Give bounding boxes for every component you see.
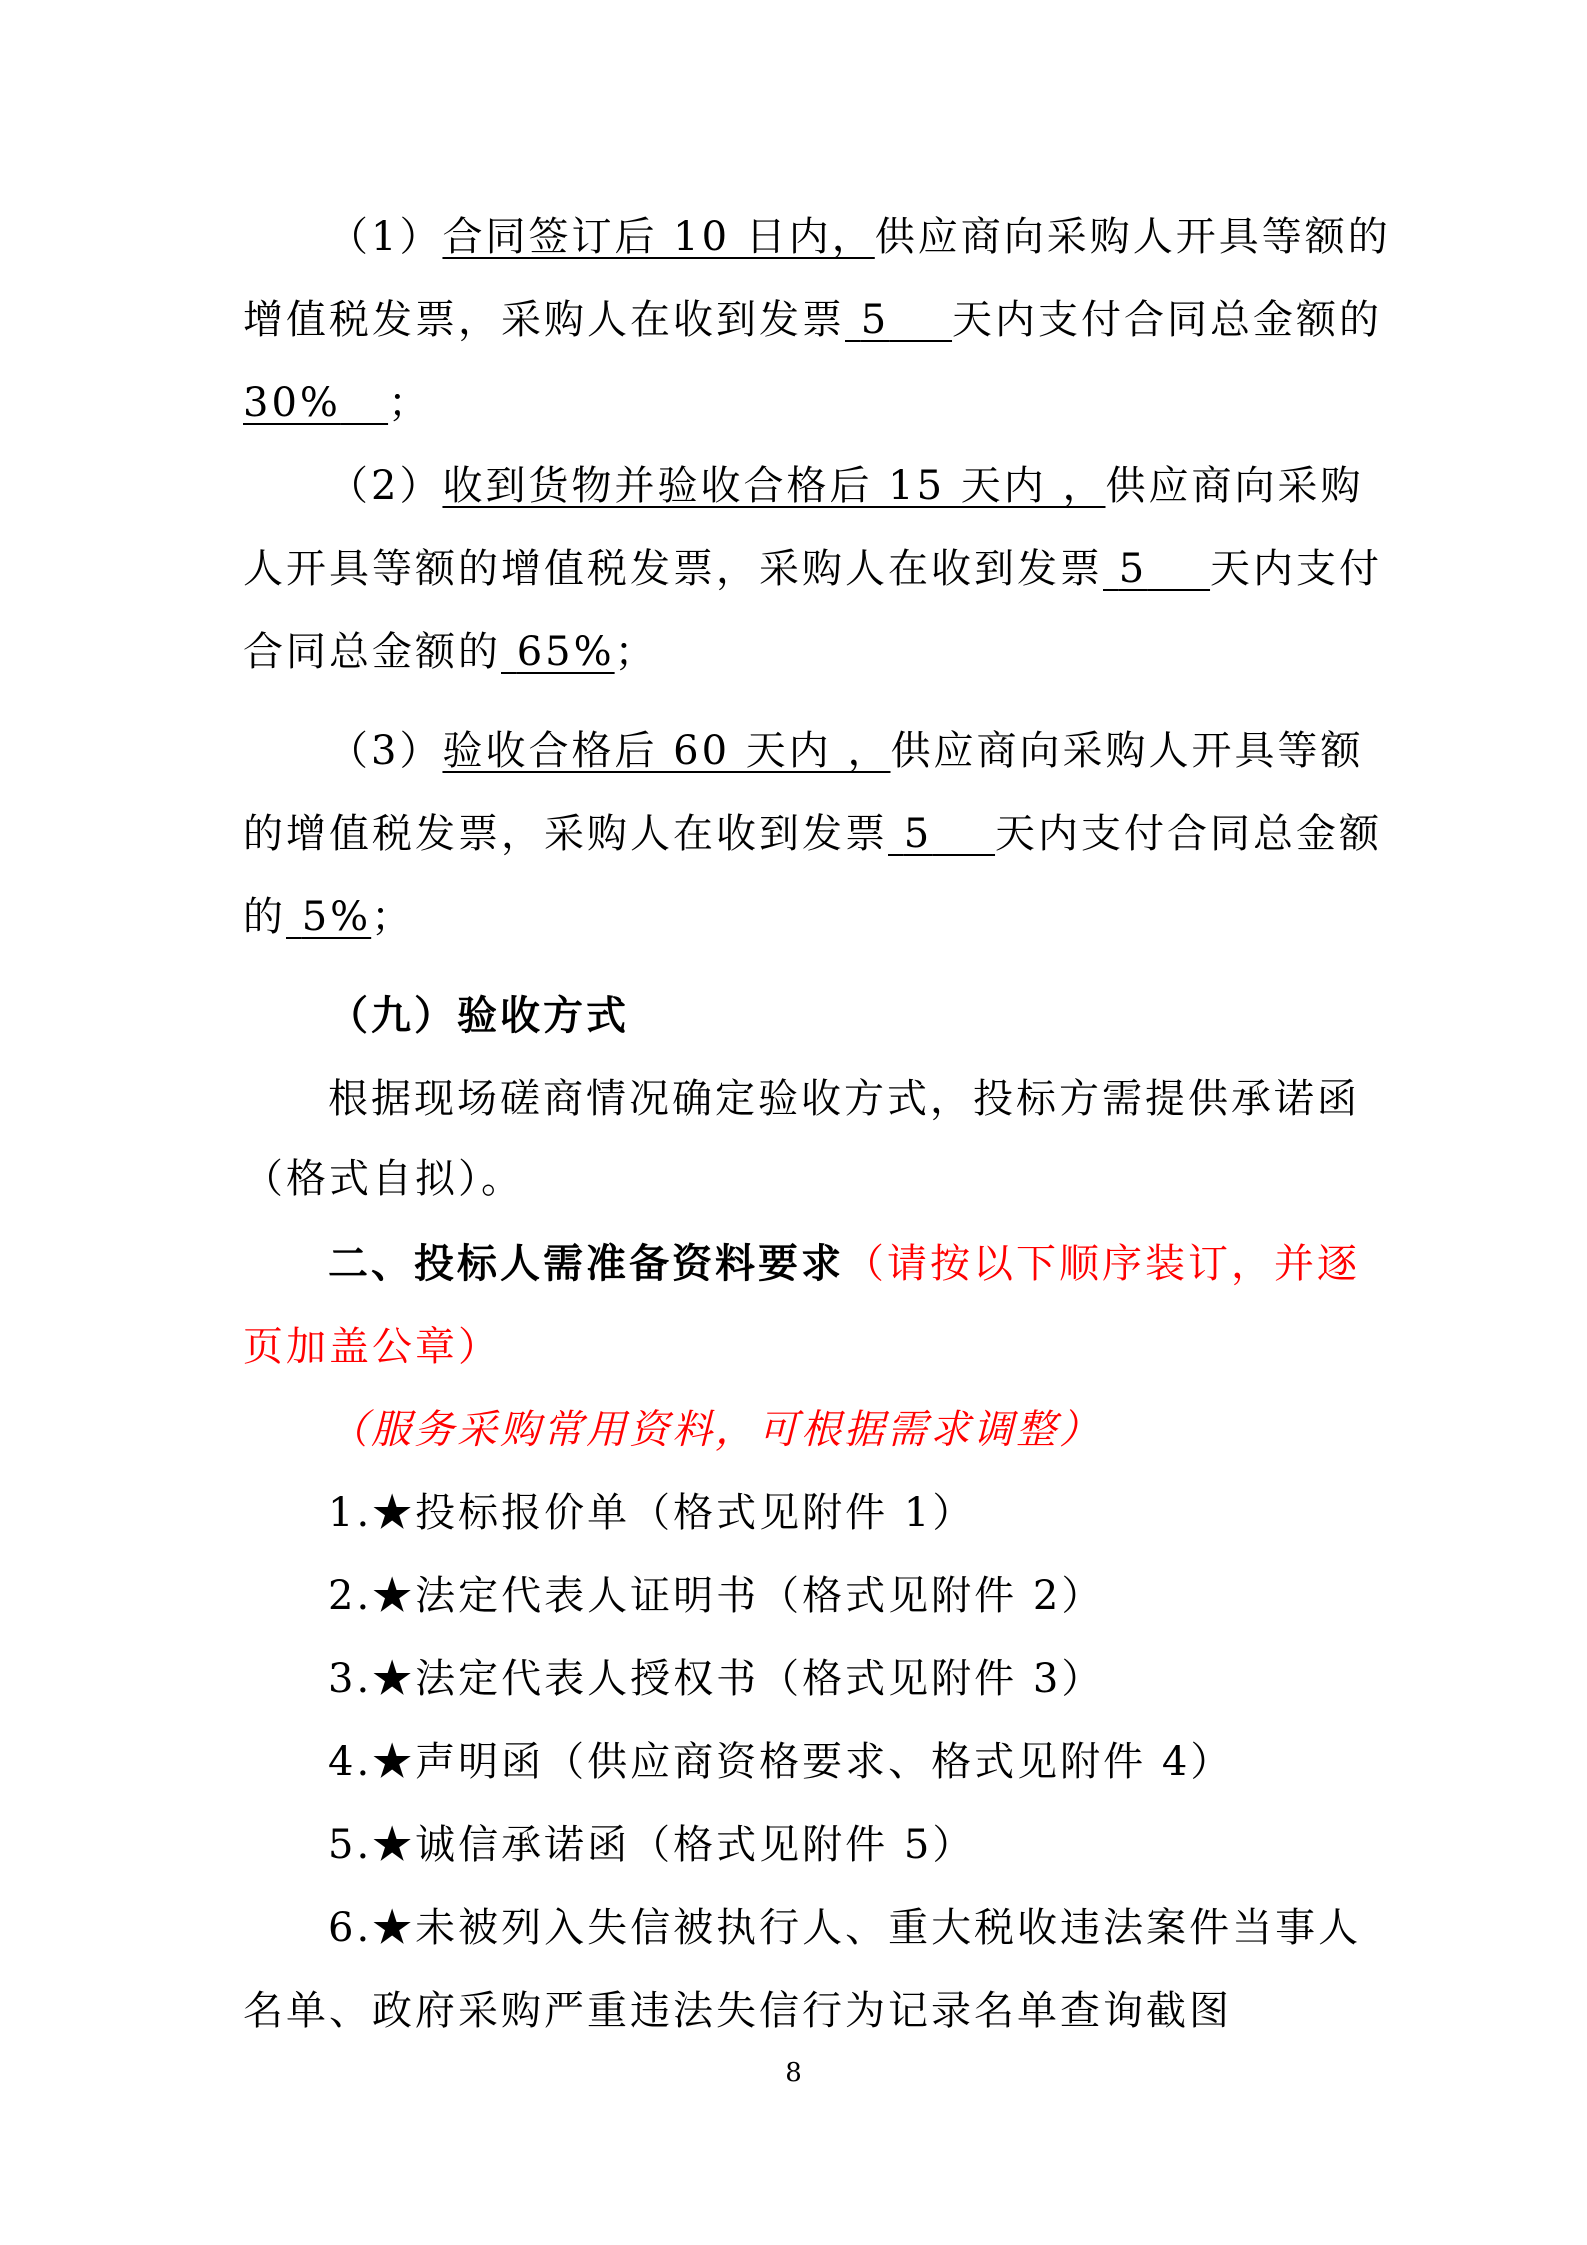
payment-item-2-text: 人开具等额的增值税发票，采购人在收到发票 [243,546,1103,592]
payment-item-1-prefix: （1） [328,214,443,260]
payment-item-1-text: 天内支付合同总金额的 [952,297,1383,343]
section2-note-line-2: 页加盖公章） [243,1324,501,1370]
materials-list-item: 1.★投标报价单（格式见附件 1） [328,1490,976,1536]
payment-item-3-prefix: （3） [328,728,443,774]
payment-item-3-text: 的增值税发票，采购人在收到发票 [243,811,888,857]
section2-note: （请按以下顺序装订，并逐 [844,1241,1360,1287]
payment-item-3-text: 供应商向采购人开具等额 [890,728,1364,774]
payment-item-1-line-1 [328,212,1391,262]
materials-list-item: 4.★声明函（供应商资格要求、格式见附件 4） [328,1739,1234,1785]
page-number: 8 [785,2058,802,2088]
payment-item-3-days: 5 [903,811,933,857]
payment-item-2-end: ； [614,629,658,675]
payment-item-2-line-3 [243,627,658,677]
payment-item-2-condition: 收到货物并验收合格后 15 天内 ， [442,463,1106,509]
payment-item-1-condition: 合同签订后 10 日内， [442,214,875,260]
materials-list-item-continuation: 名单、政府采购严重违法失信行为记录名单查询截图 [243,1988,1232,2034]
payment-item-1-days: 5 [860,297,890,343]
payment-item-3-end: ； [371,894,415,940]
payment-item-2-line-1 [328,461,1364,511]
payment-item-1-percent: 30% [243,380,341,426]
payment-item-2-text: 供应商向采购 [1105,463,1364,509]
materials-list-item: 5.★诚信承诺函（格式见附件 5） [328,1822,976,1868]
payment-item-3-condition: 验收合格后 60 天内 ， [442,728,891,774]
section2-heading: 二、投标人需准备资料要求 [328,1240,844,1287]
payment-item-3-percent: 5% [301,894,372,940]
payment-item-3-line-1 [328,726,1364,776]
payment-item-2-prefix: （2） [328,463,443,509]
section2-heading-line-1 [328,1239,1360,1289]
payment-item-1-end: ； [388,380,432,426]
payment-item-3-text: 的 [243,894,286,940]
payment-item-3-line-3 [243,892,414,942]
payment-item-2-days: 5 [1118,546,1148,592]
payment-item-2-text: 天内支付 [1210,546,1383,592]
payment-item-3-text: 天内支付合同总金额 [995,811,1383,857]
materials-list-item: 6.★未被列入失信被执行人、重大税收违法案件当事人 [328,1905,1362,1951]
payment-item-1-line-3 [243,378,431,428]
payment-item-1-text: 增值税发票，采购人在收到发票 [243,297,845,343]
payment-item-2-percent: 65% [516,629,615,675]
acceptance-heading: （九）验收方式 [328,992,629,1039]
materials-list-item: 2.★法定代表人证明书（格式见附件 2） [328,1573,1105,1619]
payment-item-1-line-2 [243,295,1382,345]
materials-list-item: 3.★法定代表人授权书（格式见附件 3） [328,1656,1105,1702]
payment-item-1-text: 供应商向采购人开具等额的 [874,214,1391,260]
payment-item-2-text: 合同总金额的 [243,629,501,675]
acceptance-text-line-1: 根据现场磋商情况确定验收方式，投标方需提供承诺函 [328,1076,1360,1122]
payment-item-3-line-2 [243,809,1382,859]
payment-item-2-line-2 [243,544,1382,594]
acceptance-text-line-2: （格式自拟）。 [243,1156,524,1202]
section2-subnote: （服务采购常用资料，可根据需求调整） [328,1407,1102,1453]
